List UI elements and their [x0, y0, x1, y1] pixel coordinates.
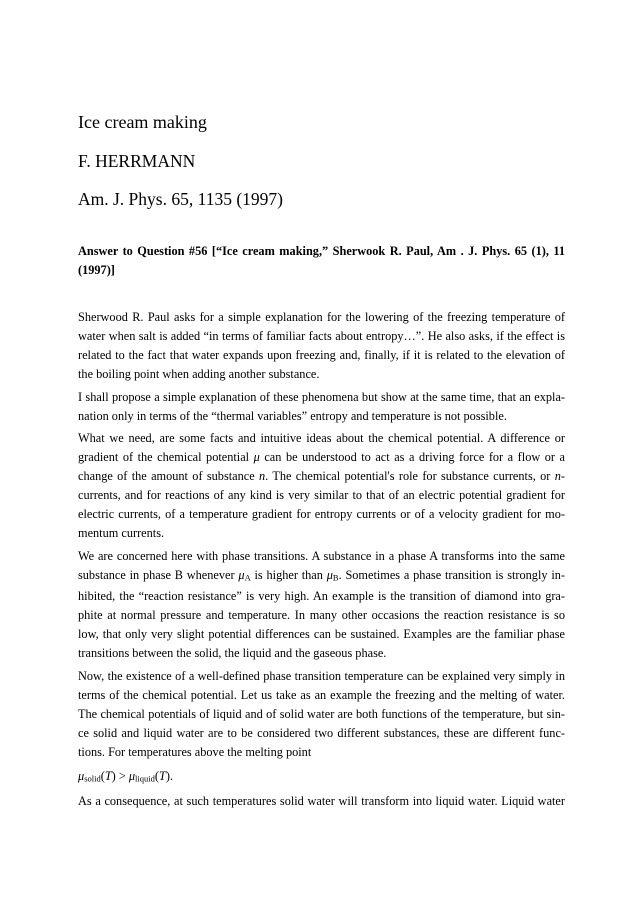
text-segment: The chemical potentials of liquid and of solid water are both functions of the temperature, but sin-	[78, 706, 565, 721]
text-line	[78, 486, 565, 505]
text-line	[78, 767, 565, 789]
text-segment: μ	[238, 567, 245, 582]
paper-author: F. HERRMANN	[78, 151, 196, 171]
equation-melting-point	[78, 767, 565, 789]
text-segment: As a consequence, at such temperatures solid water will transform into liquid water. Liquid water	[78, 793, 565, 808]
text-segment: T	[104, 768, 112, 783]
text-line	[78, 686, 565, 705]
paragraph-5	[78, 667, 565, 762]
text-line	[78, 667, 565, 686]
text-line	[78, 792, 565, 811]
text-segment: (	[154, 768, 159, 783]
text-segment: B	[332, 572, 339, 582]
paragraph-3	[78, 429, 565, 543]
text-segment: substance in phase B whenever	[78, 567, 239, 582]
paper-reference: Am. J. Phys. 65, 1135 (1997)	[78, 189, 283, 209]
text-segment: T	[159, 768, 166, 783]
paragraph-1	[78, 308, 565, 384]
text-segment: Answer to Question #56 [“Ice cream making,” Sherwook R. Paul, Am . J. Phys. 65 (1), 11	[78, 244, 565, 258]
text-line	[78, 308, 565, 327]
text-segment: currents, and for reactions of any kind is very similar to that of an electric potential gradient for	[78, 488, 565, 502]
document-content	[78, 110, 565, 811]
text-segment: μ	[78, 768, 85, 783]
text-segment: (1997)]	[78, 263, 115, 277]
text-segment: nation only in terms of the “thermal variables” entropy and temperature is not possible.	[78, 408, 507, 423]
text-segment: tions. For temperatures above the melting point	[78, 744, 312, 759]
text-line	[78, 365, 565, 384]
answer-heading	[78, 242, 565, 280]
text-line	[78, 388, 565, 407]
text-line	[78, 644, 565, 663]
text-segment: n	[259, 469, 266, 483]
text-segment: What we need, are some facts and intuitive ideas about the chemical potential. A difference or	[78, 431, 565, 445]
text-line	[78, 724, 565, 743]
text-segment: Now, the existence of a well-defined phase transition temperature can be explained very simply in	[78, 668, 565, 683]
text-segment: electric currents, of a temperature gradient for entropy currents or of a velocity gradient for mo-	[78, 507, 565, 521]
text-segment: ce solid and liquid water are to be considered two different substances, these are different func-	[78, 725, 565, 740]
text-segment: the boiling point when adding another substance.	[78, 367, 320, 381]
text-line	[78, 261, 565, 280]
text-segment: . The chemical potential's role for substance currents, or	[265, 469, 555, 483]
text-segment: water when salt is added “in terms of familiar facts about entropy…”. He also asks, if the effect is	[78, 329, 565, 343]
text-segment: Sherwood R. Paul asks for a simple explanation for the lowering of the freezing temperature of	[78, 310, 565, 324]
text-segment: We are concerned here with phase transitions. A substance in a phase A transforms into the same	[78, 548, 565, 563]
text-segment: is higher than	[250, 567, 327, 582]
text-line	[78, 606, 565, 625]
text-segment: -	[560, 469, 565, 483]
text-segment: hibited, the “reaction resistance” is very high. An example is the transition of diamond into gra-	[78, 589, 565, 603]
text-segment: (	[100, 768, 105, 783]
text-line	[78, 467, 565, 486]
text-segment: μ	[128, 768, 136, 783]
text-line	[78, 625, 565, 644]
text-segment: terms of the chemical potential. Let us take as an example the freezing and the melting of water.	[78, 687, 565, 702]
text-line	[78, 407, 565, 426]
text-segment: low, that only very slight potential differences can be sustained. Examples are the familiar phase	[78, 627, 565, 641]
paper-title: Ice cream making	[78, 112, 207, 132]
text-line	[78, 705, 565, 724]
text-segment: can be understood to act as a driving force for a flow or a	[259, 450, 565, 464]
text-line	[78, 547, 565, 566]
text-segment: μ	[326, 567, 333, 582]
text-line	[78, 327, 565, 346]
text-segment: I shall propose a simple explanation of these phenomena but show at the same time, that an expla-	[78, 389, 565, 404]
text-segment: ) >	[111, 768, 129, 783]
paragraph-4	[78, 547, 565, 664]
text-line	[78, 448, 565, 467]
text-segment: transitions between the solid, the liquid and the gaseous phase.	[78, 646, 387, 660]
text-line	[78, 743, 565, 762]
text-segment: ).	[165, 768, 174, 783]
text-segment: related to the fact that water expands upon freezing and, finally, if it is related to the elevation of	[78, 348, 565, 362]
text-segment: mentum currents.	[78, 526, 165, 540]
text-line	[78, 505, 565, 524]
text-line	[78, 429, 565, 448]
text-segment: A	[244, 572, 251, 582]
document-body	[78, 242, 565, 811]
text-segment: change of the amount of substance	[78, 469, 260, 483]
text-segment: . Sometimes a phase transition is strongly in-	[338, 567, 565, 582]
paragraph-2	[78, 388, 565, 426]
text-line	[78, 242, 565, 261]
text-line	[78, 524, 565, 543]
text-segment: gradient of the chemical potential	[78, 450, 254, 464]
text-line	[78, 566, 565, 588]
text-line	[78, 587, 565, 606]
text-segment: n	[554, 469, 561, 483]
text-segment: solid	[84, 773, 101, 783]
paragraph-6	[78, 792, 565, 811]
text-line	[78, 346, 565, 365]
text-segment: liquid	[135, 773, 155, 783]
text-segment: phite at normal pressure and temperature. In many other occasions the reaction resistance is so	[78, 608, 565, 622]
text-segment: μ	[253, 450, 260, 464]
